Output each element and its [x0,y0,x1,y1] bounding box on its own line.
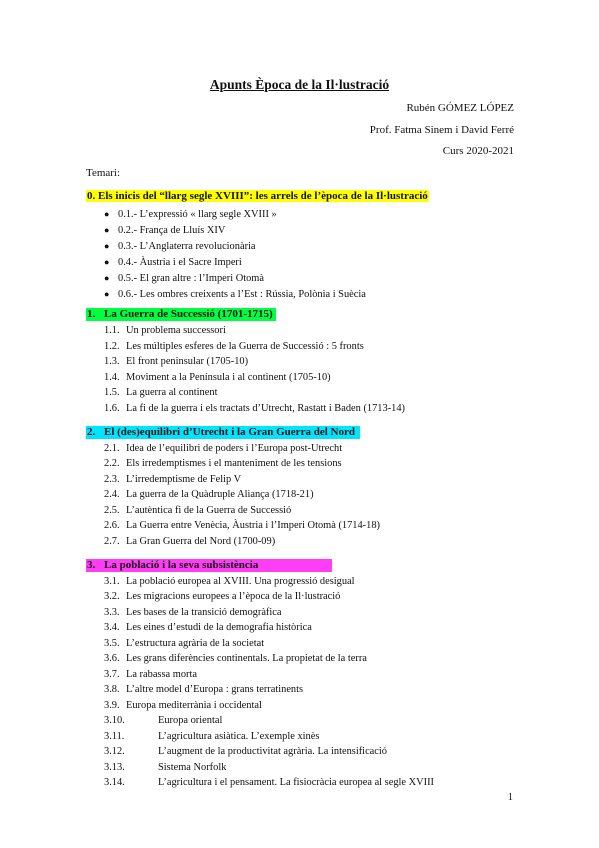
section-2-heading [86,426,360,439]
document-title: Apunts Època de la Il·lustració [209,77,390,92]
item-number: 3.12. [104,746,125,757]
item-number: 1.4. [104,372,120,383]
list-item: Sistema Norfolk [158,762,227,773]
list-item: 0.1.- L’expressió « llarg segle XVIII » [118,209,277,220]
page-number: 1 [507,792,513,803]
list-item: L’agricultura i el pensament. La fisiocràcia europea al segle XVIII [158,777,434,788]
item-number: 1.6. [104,403,120,414]
item-number: 3.10. [104,715,125,726]
bullet-icon: ● [104,209,110,219]
item-number: 3.11. [104,731,125,742]
list-item: L’altre model d’Europa : grans terratinents [126,684,304,695]
section-1-heading [86,308,276,321]
list-item: Un problema successori [126,325,226,336]
item-number: 1.2. [104,341,120,352]
list-item: Les bases de la transició demogràfica [126,607,282,618]
section-2-title: El (des)equilibri d’Utrecht i la Gran Guerra del Nord [104,426,355,438]
list-item: L’augment de la productivitat agrària. La intensificació [158,746,387,757]
bullet-icon: ● [104,241,110,251]
list-item: Les migracions europees a l’època de la Il·lustració [126,591,341,602]
list-item: La Guerra entre Venècia, Àustria i l’Imperi Otomà (1714-18) [126,520,380,531]
bullet-icon: ● [104,225,110,235]
item-number: 2.1. [104,443,120,454]
item-number: 1.5. [104,387,120,398]
section-3-heading [86,559,332,572]
item-number: 2.7. [104,536,120,547]
item-number: 2.6. [104,520,120,531]
item-number: 3.5. [104,638,120,649]
item-number: 3.1. [104,576,120,587]
list-item: La Gran Guerra del Nord (1700-09) [126,536,276,547]
bullet-icon: ● [104,289,110,299]
list-item: Les eines d’estudi de la demografia històrica [126,622,312,633]
list-item: L’estructura agrària de la societat [126,638,265,649]
item-number: 2.5. [104,505,120,516]
item-number: 3.9. [104,700,120,711]
list-item: Idea de l’equilibri de poders i l’Europa post-Utrecht [126,443,343,454]
list-item: 0.3.- L’Anglaterra revolucionària [118,241,256,252]
list-item: La guerra de la Quàdruple Aliança (1718-21) [126,489,314,500]
list-item: La rabassa morta [126,669,197,680]
item-number: 3.7. [104,669,120,680]
section-0-heading [86,190,429,203]
item-number: 1.1. [104,325,120,336]
section-3-number: 3. [87,559,96,571]
item-number: 3.14. [104,777,125,788]
item-number: 2.4. [104,489,120,500]
item-number: 3.13. [104,762,125,773]
list-item: Les múltiples esferes de la Guerra de Successió : 5 fronts [126,341,364,352]
item-number: 1.3. [104,356,120,367]
section-1-title: La Guerra de Successió (1701-1715) [104,308,273,320]
list-item: L’autèntica fi de la Guerra de Successió [126,505,292,516]
course-line: Curs 2020-2021 [442,145,514,157]
list-item: Europa oriental [158,715,223,726]
item-number: 3.4. [104,622,120,633]
item-number: 3.3. [104,607,120,618]
list-item: L’agricultura asiàtica. L’exemple xinès [158,731,320,742]
list-item: La fi de la guerra i els tractats d’Utrecht, Rastatt i Baden (1713-14) [126,403,405,414]
item-number: 3.2. [104,591,120,602]
list-item: 0.5.- El gran altre : l’Imperi Otomà [118,273,264,284]
item-number: 3.6. [104,653,120,664]
list-item: 0.6.- Les ombres creixents a l’Est : Rússia, Polònia i Suècia [118,289,366,300]
teachers-line: Prof. Fatma Sinem i David Ferré [369,124,514,136]
list-item: Europa mediterrània i occidental [126,700,262,711]
list-item: La guerra al continent [126,387,218,398]
item-number: 2.3. [104,474,120,485]
item-number: 2.2. [104,458,120,469]
list-item: Les grans diferències continentals. La propietat de la terra [126,653,367,664]
list-item: El front peninsular (1705-10) [126,356,249,367]
temari-label: Temari: [86,167,121,179]
section-3-title: La població i la seva subsistència [104,559,259,571]
bullet-icon: ● [104,273,110,283]
list-item: Moviment a la Península i al continent (1705-10) [126,372,331,383]
author-line: Rubén GÓMEZ LÓPEZ [406,102,514,114]
item-number: 3.8. [104,684,120,695]
list-item: 0.2.- França de Lluís XIV [118,225,226,236]
list-item: L’irredemptisme de Felip V [126,474,242,485]
section-2-number: 2. [87,426,96,438]
section-1-number: 1. [87,308,96,320]
list-item: Els irredemptismes i el manteniment de les tensions [126,458,342,469]
list-item: 0.4.- Àustria i el Sacre Imperi [118,257,242,268]
section-0-heading-text: 0. Els inicis del “llarg segle XVIII”: les arrels de l’època de la Il·lustració [87,190,428,202]
list-item: La població europea al XVIII. Una progressió desigual [126,576,355,587]
bullet-icon: ● [104,257,110,267]
